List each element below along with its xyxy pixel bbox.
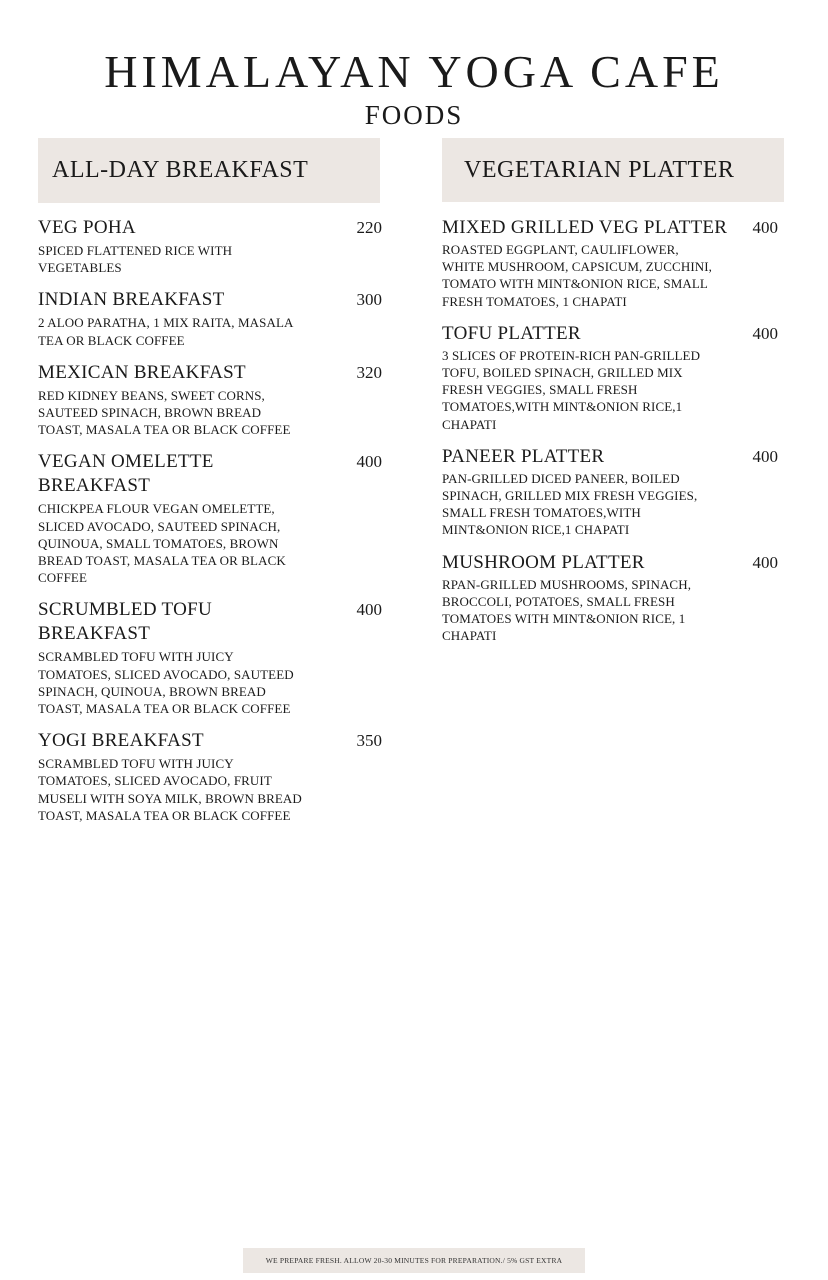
item-price: 400 xyxy=(752,552,778,572)
footer-text: WE PREPARE FRESH. ALLOW 20-30 MINUTES FOR PREPARATION./ 5% GST EXTRA xyxy=(265,1256,563,1265)
item-price: 220 xyxy=(356,218,382,237)
item-description: CHICKPEA FLOUR VEGAN OMELETTE, SLICED AVOCADO, SAUTEED SPINACH, QUINOUA, SMALL TOMATOES, BROWN BREAD TOAST, MASALA TEA OR BLACK COFFEE xyxy=(38,501,286,586)
breakfast-items xyxy=(38,216,382,836)
item-description: SCRAMBLED TOFU WITH JUICY TOMATOES, SLICED AVOCADO, SAUTEED SPINACH, QUINOUA, BROWN BREAD TOAST, MASALA TEA OR BLACK COFFEE xyxy=(38,649,294,717)
menu-item-yogi-breakfast xyxy=(38,729,382,824)
section-title: ALL-DAY BREAKFAST xyxy=(52,157,309,183)
menu-item-veg-poha xyxy=(38,216,382,276)
item-price: 400 xyxy=(752,323,778,343)
item-name: TOFU PLATTER xyxy=(442,322,581,344)
item-description: RPAN-GRILLED MUSHROOMS, SPINACH, BROCCOLI, POTATOES, SMALL FRESH TOMATOES WITH MINT&ONION RICE, 1 CHAPATI xyxy=(442,576,692,644)
item-name: YOGI BREAKFAST xyxy=(38,730,204,752)
item-description: PAN-GRILLED DICED PANEER, BOILED SPINACH, GRILLED MIX FRESH VEGGIES, SMALL FRESH TOMATOES,WITH MINT&ONION RICE,1 CHAPATI xyxy=(442,470,698,538)
section-header-breakfast xyxy=(38,138,380,203)
menu-item-mexican-breakfast xyxy=(38,361,382,439)
menu-item-scrumbled-tofu xyxy=(38,598,382,717)
platter-items xyxy=(442,216,778,656)
section-title: VEGETARIAN PLATTER xyxy=(464,156,735,183)
item-description: SCRAMBLED TOFU WITH JUICY TOMATOES, SLICED AVOCADO, FRUIT MUSELI WITH SOYA MILK, BROWN BREAD TOAST, MASALA TEA OR BLACK COFFEE xyxy=(38,756,302,823)
item-price: 350 xyxy=(356,731,382,751)
item-name: INDIAN BREAKFAST xyxy=(38,289,225,311)
menu-title: HIMALAYAN YOGA CAFE xyxy=(104,46,724,97)
item-name: VEGAN OMELETTE BREAKFAST xyxy=(38,451,214,497)
item-name: SCRUMBLED TOFU BREAKFAST xyxy=(38,599,213,645)
item-description: RED KIDNEY BEANS, SWEET CORNS, SAUTEED SPINACH, BROWN BREAD TOAST, MASALA TEA OR BLACK COFFEE xyxy=(38,387,291,438)
item-description: SPICED FLATTENED RICE WITH VEGETABLES xyxy=(38,243,233,276)
item-price: 400 xyxy=(356,600,382,620)
menu-item-indian-breakfast xyxy=(38,288,382,348)
item-name: VEG POHA xyxy=(38,217,136,238)
menu-item-mixed-grilled xyxy=(442,216,778,310)
item-price: 400 xyxy=(752,446,778,466)
item-name: PANEER PLATTER xyxy=(442,445,605,467)
item-price: 400 xyxy=(356,452,382,472)
footer-note xyxy=(243,1248,585,1273)
menu-item-tofu-platter xyxy=(442,322,778,433)
menu-item-mushroom-platter xyxy=(442,551,778,645)
item-price: 400 xyxy=(752,218,778,237)
item-name: MIXED GRILLED VEG PLATTER xyxy=(442,217,728,238)
item-name: MEXICAN BREAKFAST xyxy=(38,361,246,383)
item-description: 3 SLICES OF PROTEIN-RICH PAN-GRILLED TOFU, BOILED SPINACH, GRILLED MIX FRESH VEGGIES, SMALL FRESH TOMATOES,WITH MINT&ONION RICE,1 CHAPATI xyxy=(442,347,701,432)
menu-item-vegan-omelette xyxy=(38,450,382,586)
menu-subtitle: FOODS xyxy=(364,100,464,130)
item-price: 300 xyxy=(356,290,382,310)
section-header-platter xyxy=(442,138,784,202)
item-description: 2 ALOO PARATHA, 1 MIX RAITA, MASALA TEA OR BLACK COFFEE xyxy=(38,315,293,348)
menu-item-paneer-platter xyxy=(442,445,778,539)
item-price: 320 xyxy=(356,362,382,382)
item-name: MUSHROOM PLATTER xyxy=(442,551,645,573)
item-description: ROASTED EGGPLANT, CAULIFLOWER, WHITE MUSHROOM, CAPSICUM, ZUCCHINI, TOMATO WITH MINT&ONION RICE, SMALL FRESH TOMATOES, 1 CHAPATI xyxy=(442,242,713,309)
